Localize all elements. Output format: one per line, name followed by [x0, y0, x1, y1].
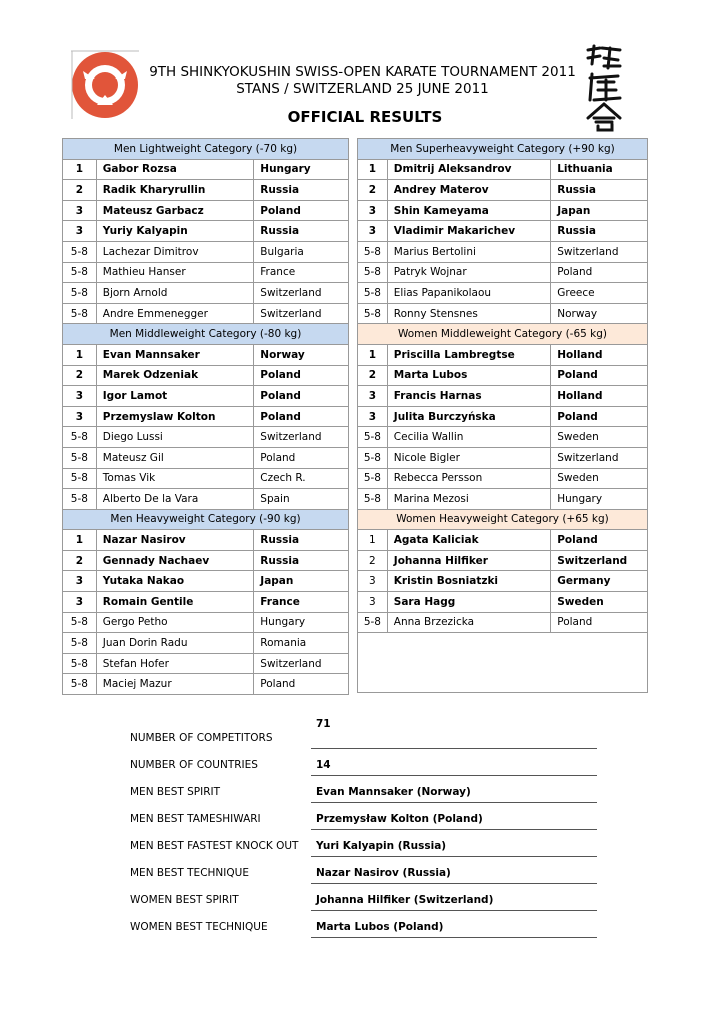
- summary-value: 71: [316, 718, 331, 730]
- table-row: [63, 674, 349, 695]
- table-row-empty: [358, 633, 648, 653]
- right-results-table: [357, 138, 648, 693]
- country: Japan: [551, 200, 648, 221]
- place: 5-8: [63, 633, 97, 654]
- table-row: [63, 221, 349, 242]
- country: Switzerland: [254, 283, 349, 304]
- country: Japan: [254, 571, 349, 592]
- place: 5-8: [358, 303, 388, 324]
- table-row: [63, 468, 349, 489]
- place: 5-8: [358, 489, 388, 510]
- place: 3: [63, 386, 97, 407]
- competitor-name: Marta Lubos: [387, 365, 550, 386]
- table-row: [358, 365, 648, 386]
- shinkyokushin-kanji-seal-icon: [584, 44, 624, 132]
- summary-label: MEN BEST TECHNIQUE: [130, 867, 249, 879]
- place: 1: [63, 530, 97, 551]
- table-row: [63, 200, 349, 221]
- summary-value: Marta Lubos (Poland): [316, 921, 444, 933]
- place: 1: [63, 159, 97, 180]
- country: Czech R.: [254, 468, 349, 489]
- place: 3: [63, 571, 97, 592]
- country: Russia: [254, 530, 349, 551]
- place: 3: [63, 200, 97, 221]
- summary-value: Przemysław Kolton (Poland): [316, 813, 483, 825]
- country: Poland: [551, 262, 648, 283]
- competitor-name: Vladimir Makarichev: [387, 221, 550, 242]
- competitor-name: Bjorn Arnold: [96, 283, 254, 304]
- country: Russia: [254, 221, 349, 242]
- country: Romania: [254, 633, 349, 654]
- place: 5-8: [358, 468, 388, 489]
- competitor-name: Radik Kharyrullin: [96, 180, 254, 201]
- summary-label: MEN BEST SPIRIT: [130, 786, 221, 798]
- table-row: [358, 571, 648, 592]
- table-row: [358, 447, 648, 468]
- place: 1: [358, 530, 388, 551]
- country: Poland: [254, 674, 349, 695]
- country: Holland: [551, 344, 648, 365]
- table-row: [358, 159, 648, 180]
- competitor-name: Diego Lussi: [96, 427, 254, 448]
- place: 5-8: [63, 283, 97, 304]
- competitor-name: Mateusz Garbacz: [96, 200, 254, 221]
- table-row: [358, 262, 648, 283]
- summary-label: WOMEN BEST SPIRIT: [130, 894, 239, 906]
- country: Poland: [551, 530, 648, 551]
- country: Hungary: [254, 159, 349, 180]
- competitor-name: Romain Gentile: [96, 592, 254, 613]
- summary-row: [130, 748, 600, 775]
- summary-label: WOMEN BEST TECHNIQUE: [130, 921, 268, 933]
- place: 5-8: [63, 427, 97, 448]
- table-row: [63, 530, 349, 551]
- table-row-empty: [358, 653, 648, 673]
- table-row: [358, 283, 648, 304]
- summary-label: MEN BEST FASTEST KNOCK OUT: [130, 840, 299, 852]
- country: Russia: [254, 180, 349, 201]
- summary-value: Evan Mannsaker (Norway): [316, 786, 471, 798]
- competitor-name: Julita Burczyńska: [387, 406, 550, 427]
- table-row: [358, 406, 648, 427]
- table-row: [358, 612, 648, 633]
- country: France: [254, 592, 349, 613]
- summary-value: Johanna Hilfiker (Switzerland): [316, 894, 494, 906]
- country: France: [254, 262, 349, 283]
- competitor-name: Marek Odzeniak: [96, 365, 254, 386]
- competitor-name: Stefan Hofer: [96, 653, 254, 674]
- category-header: [358, 509, 648, 530]
- category-header: [63, 324, 349, 345]
- category-title: Men Heavyweight Category (-90 kg): [63, 509, 349, 530]
- summary-value: Nazar Nasirov (Russia): [316, 867, 451, 879]
- place: 3: [358, 571, 388, 592]
- competitor-name: Yutaka Nakao: [96, 571, 254, 592]
- table-row: [63, 427, 349, 448]
- table-row: [358, 303, 648, 324]
- summary-value: 14: [316, 759, 331, 771]
- country: Germany: [551, 571, 648, 592]
- country: Switzerland: [254, 427, 349, 448]
- competitor-name: Sara Hagg: [387, 592, 550, 613]
- country: Poland: [254, 447, 349, 468]
- competitor-name: Yuriy Kalyapin: [96, 221, 254, 242]
- summary-row: [130, 802, 600, 829]
- country: Poland: [254, 200, 349, 221]
- country: Hungary: [551, 489, 648, 510]
- left-results-table: [62, 138, 349, 695]
- table-row: [63, 612, 349, 633]
- place: 5-8: [358, 262, 388, 283]
- country: Sweden: [551, 427, 648, 448]
- place: 3: [63, 406, 97, 427]
- table-row: [63, 447, 349, 468]
- place: 5-8: [63, 262, 97, 283]
- place: 3: [358, 221, 388, 242]
- competitor-name: Gennady Nachaev: [96, 550, 254, 571]
- competitor-name: Tomas Vik: [96, 468, 254, 489]
- competitor-name: Mateusz Gil: [96, 447, 254, 468]
- place: 5-8: [63, 653, 97, 674]
- summary-row: [130, 910, 600, 937]
- country: Poland: [551, 406, 648, 427]
- table-row: [358, 241, 648, 262]
- place: 5-8: [63, 612, 97, 633]
- summary-label: NUMBER OF COMPETITORS: [130, 732, 273, 744]
- competitor-name: Shin Kameyama: [387, 200, 550, 221]
- competitor-name: Cecilia Wallin: [387, 427, 550, 448]
- table-row: [63, 386, 349, 407]
- table-row: [63, 633, 349, 654]
- category-header: [63, 509, 349, 530]
- place: 2: [63, 550, 97, 571]
- table-row: [63, 241, 349, 262]
- table-row: [63, 489, 349, 510]
- place: 1: [63, 344, 97, 365]
- place: 2: [358, 550, 388, 571]
- competitor-name: Mathieu Hanser: [96, 262, 254, 283]
- country: Sweden: [551, 592, 648, 613]
- category-header: [358, 139, 648, 160]
- table-row: [63, 571, 349, 592]
- table-row: [63, 344, 349, 365]
- competitor-name: Marina Mezosi: [387, 489, 550, 510]
- place: 2: [358, 365, 388, 386]
- competitor-name: Lachezar Dimitrov: [96, 241, 254, 262]
- place: 2: [358, 180, 388, 201]
- country: Switzerland: [254, 653, 349, 674]
- country: Hungary: [254, 612, 349, 633]
- summary-row: [130, 829, 600, 856]
- competitor-name: Patryk Wojnar: [387, 262, 550, 283]
- competitor-name: Agata Kaliciak: [387, 530, 550, 551]
- competitor-name: Kristin Bosniatzki: [387, 571, 550, 592]
- country: Russia: [551, 221, 648, 242]
- competitor-name: Nazar Nasirov: [96, 530, 254, 551]
- table-row: [63, 159, 349, 180]
- country: Switzerland: [254, 303, 349, 324]
- category-title: Women Heavyweight Category (+65 kg): [358, 509, 648, 530]
- table-row: [358, 468, 648, 489]
- table-row: [63, 550, 349, 571]
- place: 1: [358, 344, 388, 365]
- table-row: [358, 200, 648, 221]
- competitor-name: Gabor Rozsa: [96, 159, 254, 180]
- table-row: [63, 592, 349, 613]
- place: 3: [358, 406, 388, 427]
- category-title: Men Superheavyweight Category (+90 kg): [358, 139, 648, 160]
- table-row: [63, 262, 349, 283]
- place: 5-8: [358, 283, 388, 304]
- summary-section: [130, 708, 600, 937]
- summary-row: [130, 856, 600, 883]
- country: Greece: [551, 283, 648, 304]
- competitor-name: Evan Mannsaker: [96, 344, 254, 365]
- competitor-name: Anna Brzezicka: [387, 612, 550, 633]
- country: Lithuania: [551, 159, 648, 180]
- place: 3: [63, 221, 97, 242]
- country: Poland: [254, 365, 349, 386]
- place: 3: [358, 200, 388, 221]
- competitor-name: Johanna Hilfiker: [387, 550, 550, 571]
- place: 5-8: [63, 489, 97, 510]
- category-title: Men Middleweight Category (-80 kg): [63, 324, 349, 345]
- place: 5-8: [63, 303, 97, 324]
- place: 5-8: [358, 241, 388, 262]
- country: Poland: [551, 365, 648, 386]
- country: Russia: [551, 180, 648, 201]
- competitor-name: Gergo Petho: [96, 612, 254, 633]
- country: Norway: [254, 344, 349, 365]
- table-row: [63, 365, 349, 386]
- table-row: [63, 283, 349, 304]
- place: 2: [63, 365, 97, 386]
- country: Switzerland: [551, 241, 648, 262]
- official-results-heading: OFFICIAL RESULTS: [287, 108, 443, 126]
- summary-row: [130, 708, 600, 748]
- competitor-name: Przemyslaw Kolton: [96, 406, 254, 427]
- tournament-title: 9TH SHINKYOKUSHIN SWISS-OPEN KARATE TOURNAMENT 2011: [149, 64, 576, 80]
- competitor-name: Marius Bertolini: [387, 241, 550, 262]
- country: Russia: [254, 550, 349, 571]
- category-header: [63, 139, 349, 160]
- category-header: [358, 324, 648, 345]
- table-row: [63, 303, 349, 324]
- table-row: [358, 344, 648, 365]
- table-row: [358, 489, 648, 510]
- competitor-name: Elias Papanikolaou: [387, 283, 550, 304]
- place: 3: [358, 592, 388, 613]
- competitor-name: Juan Dorin Radu: [96, 633, 254, 654]
- place: 5-8: [358, 447, 388, 468]
- summary-value: Yuri Kalyapin (Russia): [316, 840, 447, 852]
- competitor-name: Dmitrij Aleksandrov: [387, 159, 550, 180]
- competitor-name: Rebecca Persson: [387, 468, 550, 489]
- table-row: [63, 406, 349, 427]
- table-row: [358, 221, 648, 242]
- table-row: [358, 427, 648, 448]
- country: Poland: [254, 386, 349, 407]
- summary-label: NUMBER OF COUNTRIES: [130, 759, 258, 771]
- competitor-name: Francis Harnas: [387, 386, 550, 407]
- place: 5-8: [63, 447, 97, 468]
- table-row-empty: [358, 672, 648, 692]
- country: Switzerland: [551, 447, 648, 468]
- country: Spain: [254, 489, 349, 510]
- summary-row: [130, 883, 600, 910]
- table-row: [358, 530, 648, 551]
- place: 2: [63, 180, 97, 201]
- table-row: [63, 653, 349, 674]
- place: 5-8: [358, 612, 388, 633]
- place: 3: [358, 386, 388, 407]
- country: Holland: [551, 386, 648, 407]
- competitor-name: Andrey Materov: [387, 180, 550, 201]
- country: Switzerland: [551, 550, 648, 571]
- competitor-name: Igor Lamot: [96, 386, 254, 407]
- country: Poland: [254, 406, 349, 427]
- summary-label: MEN BEST TAMESHIWARI: [130, 813, 261, 825]
- competitor-name: Andre Emmenegger: [96, 303, 254, 324]
- country: Norway: [551, 303, 648, 324]
- competitor-name: Nicole Bigler: [387, 447, 550, 468]
- kyokushin-kanku-logo-icon: [71, 49, 139, 119]
- table-row: [358, 386, 648, 407]
- summary-row: [130, 775, 600, 802]
- place: 1: [358, 159, 388, 180]
- place: 5-8: [358, 427, 388, 448]
- summary-divider: [311, 937, 597, 938]
- tournament-location-date: STANS / SWITZERLAND 25 JUNE 2011: [236, 81, 489, 97]
- competitor-name: Maciej Mazur: [96, 674, 254, 695]
- country: Poland: [551, 612, 648, 633]
- place: 5-8: [63, 674, 97, 695]
- table-row: [358, 180, 648, 201]
- table-row: [358, 592, 648, 613]
- table-row: [358, 550, 648, 571]
- place: 3: [63, 592, 97, 613]
- country: Sweden: [551, 468, 648, 489]
- competitor-name: Priscilla Lambregtse: [387, 344, 550, 365]
- table-row: [63, 180, 349, 201]
- category-title: Men Lightweight Category (-70 kg): [63, 139, 349, 160]
- category-title: Women Middleweight Category (-65 kg): [358, 324, 648, 345]
- place: 5-8: [63, 241, 97, 262]
- place: 5-8: [63, 468, 97, 489]
- competitor-name: Alberto De la Vara: [96, 489, 254, 510]
- competitor-name: Ronny Stensnes: [387, 303, 550, 324]
- country: Bulgaria: [254, 241, 349, 262]
